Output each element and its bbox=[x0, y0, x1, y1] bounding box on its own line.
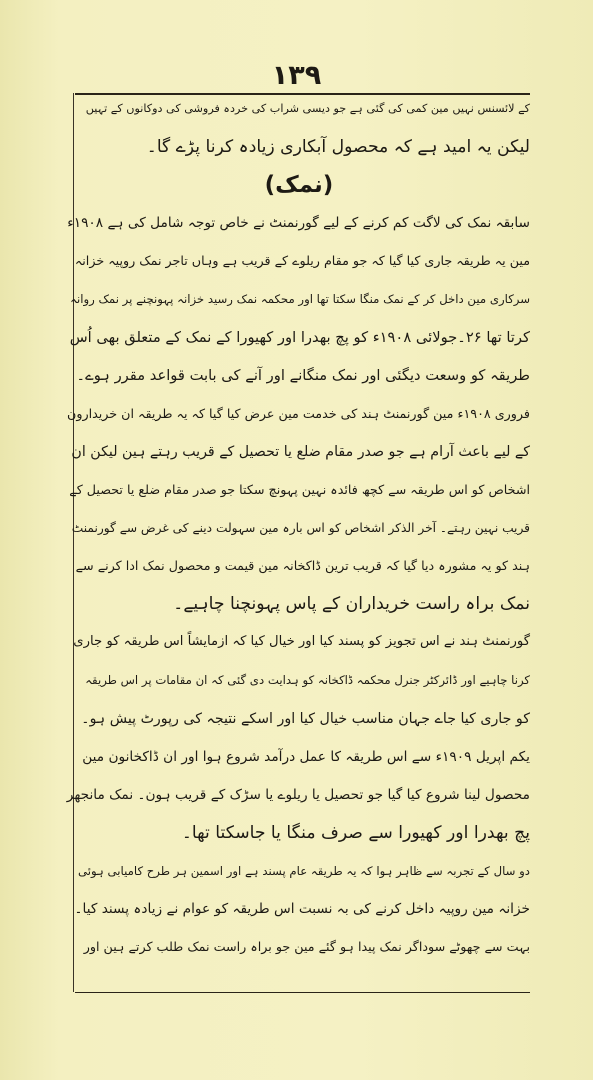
body-text bbox=[68, 90, 530, 966]
text-line-22: خزانہ مین روپیہ داخل کرنے کی بہ نسبت اس طریقہ کو عوام نے زیادہ پسند کیا۔ bbox=[74, 900, 530, 917]
text-line-23: بہت سے چھوٹے سوداگر نمک پیدا ہو گئے مین جو براہ راست نمک طلب کرتے ہین اور bbox=[83, 939, 530, 955]
text-line-12: قریب نہین رہتے۔ آخر الذکر اشخاص کو اس بارہ مین سہولت دینے کی غرض سے گورنمنٹ bbox=[71, 521, 530, 536]
text-line-7: کرتا تھا ۲۶۔جولائی ۱۹۰۸ء کو پچ بھدرا اور کھیورا کے نمک کے متعلق بھی اُس bbox=[69, 328, 530, 346]
text-line-9: فروری ۱۹۰۸ء مین گورنمنٹ ہند کی خدمت مین عرض کیا گیا کہ یہ طریقہ ان خریدارون bbox=[67, 405, 530, 421]
text-line-11: اشخاص کو اس طریقہ سے کچھ فائدہ نہین پہونچ سکتا جو صدر مقام ضلع یا تحصیل کے bbox=[69, 481, 530, 497]
text-line-15: گورنمنٹ ہند نے اس تجویز کو پسند کیا اور خیال کیا کہ ازمایشاً اس طریقہ کو جاری bbox=[73, 634, 530, 650]
text-line-19: محصول لینا شروع کیا گیا جو تحصیل یا ریلوے یا سڑک کے قریب ہون۔ نمک مانجھر bbox=[66, 786, 530, 803]
text-line-14: نمک براہ راست خریداران کے پاس پہونچنا چاہیے۔ bbox=[173, 594, 530, 615]
text-line-1: کے لائسنس نہیں مین کمی کی گئی ہے جو دیسی شراب کی خردہ فروشی کی دوکانوں کے تہیں bbox=[85, 102, 530, 115]
text-line-13: ہند کو یہ مشورہ دیا گیا کہ قریب ترین ڈاکخانہ مین قیمت و محصول نمک ادا کرنے سے bbox=[75, 558, 530, 574]
text-line-18: یکم اپریل ۱۹۰۹ء سے اس طریقہ کا عمل درآمد شروع ہوا اور ان ڈاکخانون مین bbox=[82, 748, 530, 765]
text-line-21: دو سال کے تجربہ سے ظاہر ہوا کہ یہ طریقہ عام پسند ہے اور اسمین ہر طرح کامیابی ہوئی bbox=[77, 863, 530, 878]
text-line-16: کرنا چاہیے اور ڈائرکٹر جنرل محکمہ ڈاکخانہ کو ہدایت دی گئی کہ ان مقامات پر اس طریقہ bbox=[85, 673, 530, 688]
text-line-17: کو جاری کیا جاے جہان مناسب خیال کیا اور اسکے نتیجہ کی رپورٹ پیش ہو۔ bbox=[81, 710, 530, 727]
text-line-10: کے لیے باعث آرام ہے جو صدر مقام ضلع یا تحصیل کے قریب رہتے ہین لیکن ان bbox=[71, 443, 530, 460]
text-line-20: پچ بھدرا اور کھیورا سے صرف منگا یا جاسکتا تھا۔ bbox=[181, 822, 530, 843]
text-line-6: سرکاری مین داخل کر کے نمک منگا سکتا تھا اور محکمہ نمک رسید خزانہ پہونچنے پر نمک روانہ bbox=[70, 292, 530, 307]
text-line-8: طریقہ کو وسعت دیگئی اور نمک منگانے اور آنے کی بابت قواعد مقرر ہوے۔ bbox=[76, 366, 530, 384]
text-line-5: مین یہ طریقہ جاری کیا گیا کہ جو مقام ریلوے کے قریب ہے وہاں تاجر نمک روپیہ خزانہ bbox=[74, 253, 530, 269]
text-line-4: سابقہ نمک کی لاگت کم کرنے کے لیے گورنمنٹ نے خاص توجہ شامل کی ہے ۱۹۰۸ء bbox=[67, 215, 530, 232]
page-number: ١٣٩ bbox=[271, 60, 322, 91]
bottom-rule bbox=[75, 992, 530, 993]
section-heading: (نمک) bbox=[264, 172, 334, 199]
text-line-2: لیکن یہ امید ہے کہ محصول آبکاری زیادہ کرنا پڑے گا۔ bbox=[146, 137, 530, 158]
